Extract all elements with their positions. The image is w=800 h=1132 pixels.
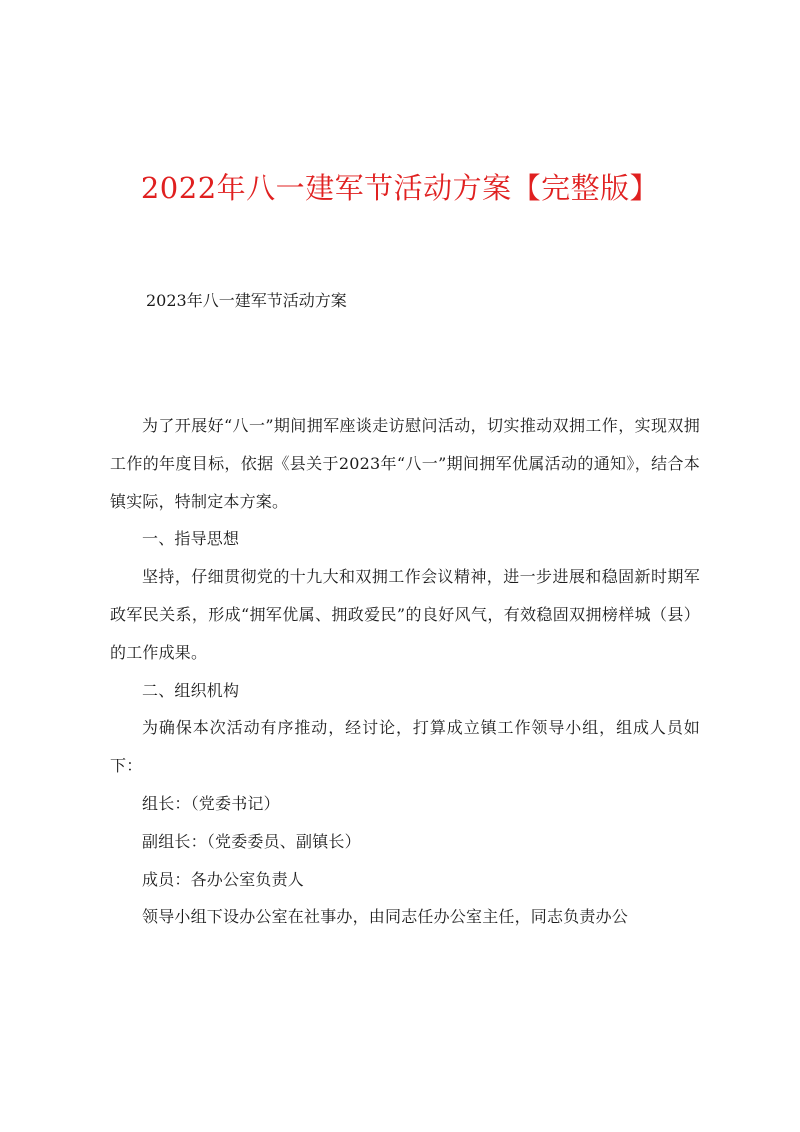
paragraph-intro: 为了开展好“八一”期间拥军座谈走访慰问活动，切实推动双拥工作，实现双拥工作的年度目标，依据《县关于2023年“八一”期间拥军优属活动的通知》，结合本镇实际，特制定本方案。 [110,416,700,511]
paragraph-deputy-leader: 副组长：（党委委员、副镇长） [142,831,361,851]
paragraph-guiding-thought: 坚持，仔细贯彻党的十九大和双拥工作会议精神，进一步进展和稳固新时期军政军民关系，形成“拥军优属、拥政爱民”的良好风气，有效稳固双拥榜样城（县）的工作成果。 [110,567,700,662]
paragraph-group-leader: 组长：（党委书记） [142,793,280,813]
document-body [110,407,700,936]
document-title: 2022年八一建军节活动方案【完整版】 [140,171,660,205]
paragraph-office: 领导小组下设办公室在社事办，由同志任办公室主任，同志负责办公 [142,907,629,927]
paragraph-organization: 为确保本次活动有序推动，经讨论，打算成立镇工作领导小组，组成人员如下： [110,718,700,776]
document-subtitle: 2023年八一建军节活动方案 [146,291,347,310]
section-heading-guiding-thought: 一、指导思想 [142,529,240,549]
section-heading-organization: 二、组织机构 [142,680,240,700]
paragraph-members: 成员：各办公室负责人 [142,869,305,889]
